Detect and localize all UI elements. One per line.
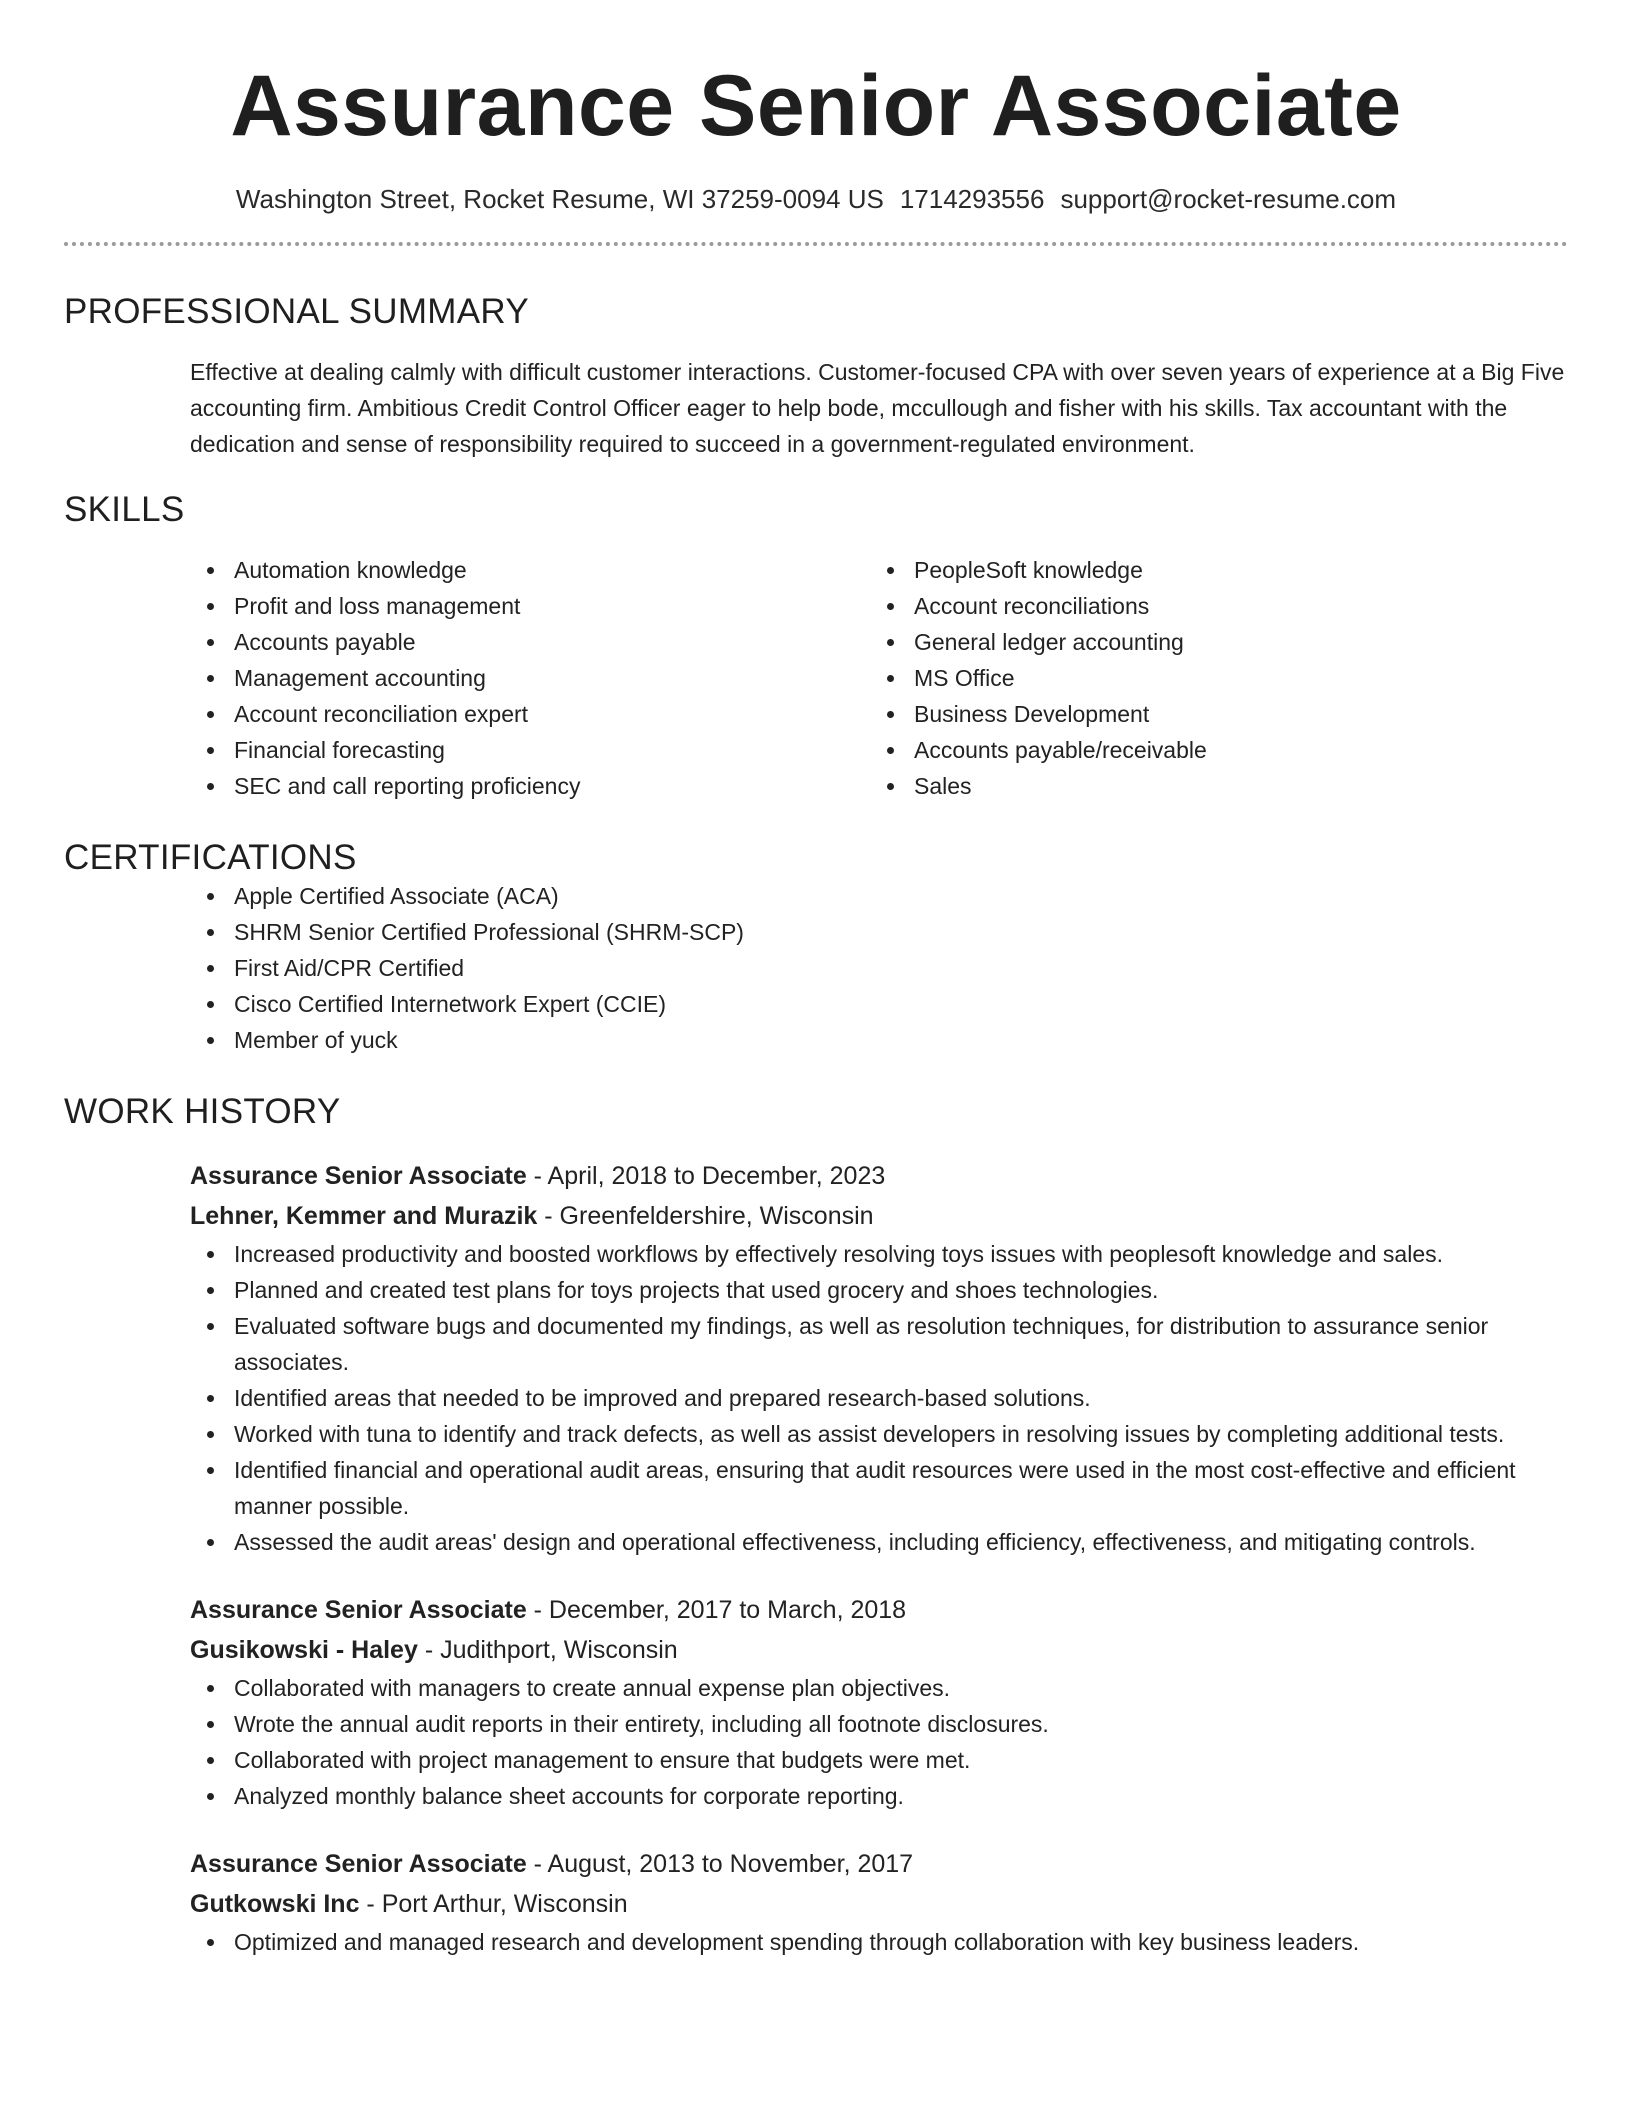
skill-item: Sales — [914, 768, 1550, 804]
job-entry — [190, 1590, 1568, 1814]
job-dates: - December, 2017 to March, 2018 — [526, 1596, 907, 1624]
job-company: Gutkowski Inc — [190, 1890, 360, 1918]
certification-item: First Aid/CPR Certified — [234, 950, 1568, 986]
skill-item: Profit and loss management — [234, 588, 870, 624]
skill-item: General ledger accounting — [914, 624, 1550, 660]
skill-item: MS Office — [914, 660, 1550, 696]
job-role: Assurance Senior Associate — [190, 1850, 527, 1878]
certification-item: SHRM Senior Certified Professional (SHRM-SCP) — [234, 914, 1568, 950]
header-divider — [64, 242, 1568, 246]
contact-email: support@rocket-resume.com — [1060, 184, 1397, 214]
contact-phone: 1714293556 — [899, 184, 1045, 214]
job-location: - Greenfeldershire, Wisconsin — [537, 1202, 874, 1230]
job-company-line — [190, 1630, 1568, 1670]
certifications-section — [64, 838, 1568, 1058]
skill-item: Management accounting — [234, 660, 870, 696]
job-bullet: Analyzed monthly balance sheet accounts for corporate reporting. — [234, 1778, 1568, 1814]
skill-item: Accounts payable/receivable — [914, 732, 1550, 768]
job-entry — [190, 1844, 1568, 1960]
section-title-work-history: WORK HISTORY — [64, 1092, 341, 1131]
certification-item: Cisco Certified Internetwork Expert (CCIE) — [234, 986, 1568, 1022]
job-bullet: Assessed the audit areas' design and operational effectiveness, including efficiency, effectiveness, and mitigating controls. — [234, 1524, 1568, 1560]
skill-item: SEC and call reporting proficiency — [234, 768, 870, 804]
section-title-summary: PROFESSIONAL SUMMARY — [64, 292, 529, 331]
skill-item: Account reconciliations — [914, 588, 1550, 624]
job-bullets — [190, 1924, 1568, 1960]
job-bullet: Collaborated with project management to ensure that budgets were met. — [234, 1742, 1568, 1778]
section-title-certifications: CERTIFICATIONS — [64, 838, 357, 877]
job-location: - Judithport, Wisconsin — [417, 1636, 678, 1664]
skill-item: Business Development — [914, 696, 1550, 732]
contact-address: Washington Street, Rocket Resume, WI 37259-0094 US — [235, 184, 884, 214]
skill-item: Financial forecasting — [234, 732, 870, 768]
job-bullet: Worked with tuna to identify and track defects, as well as assist developers in resolving issues by completing additional tests. — [234, 1416, 1568, 1452]
section-title-skills: SKILLS — [64, 490, 185, 529]
page-title: Assurance Senior Associate — [230, 58, 1402, 154]
professional-summary-section — [64, 292, 1568, 462]
job-dates: - April, 2018 to December, 2023 — [526, 1162, 886, 1190]
job-company: Lehner, Kemmer and Murazik — [190, 1202, 538, 1230]
job-title-line — [190, 1844, 1568, 1884]
skill-item: Account reconciliation expert — [234, 696, 870, 732]
job-location: - Port Arthur, Wisconsin — [359, 1890, 628, 1918]
job-dates: - August, 2013 to November, 2017 — [526, 1850, 914, 1878]
certification-item: Member of yuck — [234, 1022, 1568, 1058]
skills-section — [64, 490, 1568, 804]
job-bullet: Planned and created test plans for toys projects that used grocery and shoes technologies. — [234, 1272, 1568, 1308]
job-title-line — [190, 1590, 1568, 1630]
certifications-list — [190, 878, 1568, 1058]
certification-item: Apple Certified Associate (ACA) — [234, 878, 1568, 914]
contact-line — [64, 182, 1568, 216]
skill-item: Accounts payable — [234, 624, 870, 660]
skills-grid — [190, 552, 1568, 804]
job-bullet: Increased productivity and boosted workflows by effectively resolving toys issues with peoplesoft knowledge and sales. — [234, 1236, 1568, 1272]
job-bullets — [190, 1236, 1568, 1560]
job-company: Gusikowski - Haley — [190, 1636, 418, 1664]
skills-column-right — [870, 552, 1550, 804]
skill-item: PeopleSoft knowledge — [914, 552, 1550, 588]
skill-item: Automation knowledge — [234, 552, 870, 588]
skills-column-left — [190, 552, 870, 804]
job-bullet: Evaluated software bugs and documented my findings, as well as resolution techniques, for distribution to assurance senior associates. — [234, 1308, 1568, 1380]
job-company-line — [190, 1196, 1568, 1236]
job-role: Assurance Senior Associate — [190, 1162, 527, 1190]
job-role: Assurance Senior Associate — [190, 1596, 527, 1624]
work-history-section — [64, 1092, 1568, 1960]
job-title-line — [190, 1156, 1568, 1196]
job-bullet: Collaborated with managers to create annual expense plan objectives. — [234, 1670, 1568, 1706]
job-bullet: Identified areas that needed to be improved and prepared research-based solutions. — [234, 1380, 1568, 1416]
job-bullet: Wrote the annual audit reports in their entirety, including all footnote disclosures. — [234, 1706, 1568, 1742]
summary-text: Effective at dealing calmly with difficult customer interactions. Customer-focused CPA with over seven years of experience at a Big Five accounting firm. Ambitious Credit Control Officer eager to help bode, mccullough and fisher with his skills. Tax accountant with the dedication and sense of responsibility required to succeed in a government-regulated environment. — [190, 359, 1565, 457]
job-company-line — [190, 1884, 1568, 1924]
job-bullets — [190, 1670, 1568, 1814]
job-entry — [190, 1156, 1568, 1560]
job-bullet: Optimized and managed research and development spending through collaboration with key business leaders. — [234, 1924, 1568, 1960]
job-bullet: Identified financial and operational audit areas, ensuring that audit resources were used in the most cost-effective and efficient manner possible. — [234, 1452, 1568, 1524]
